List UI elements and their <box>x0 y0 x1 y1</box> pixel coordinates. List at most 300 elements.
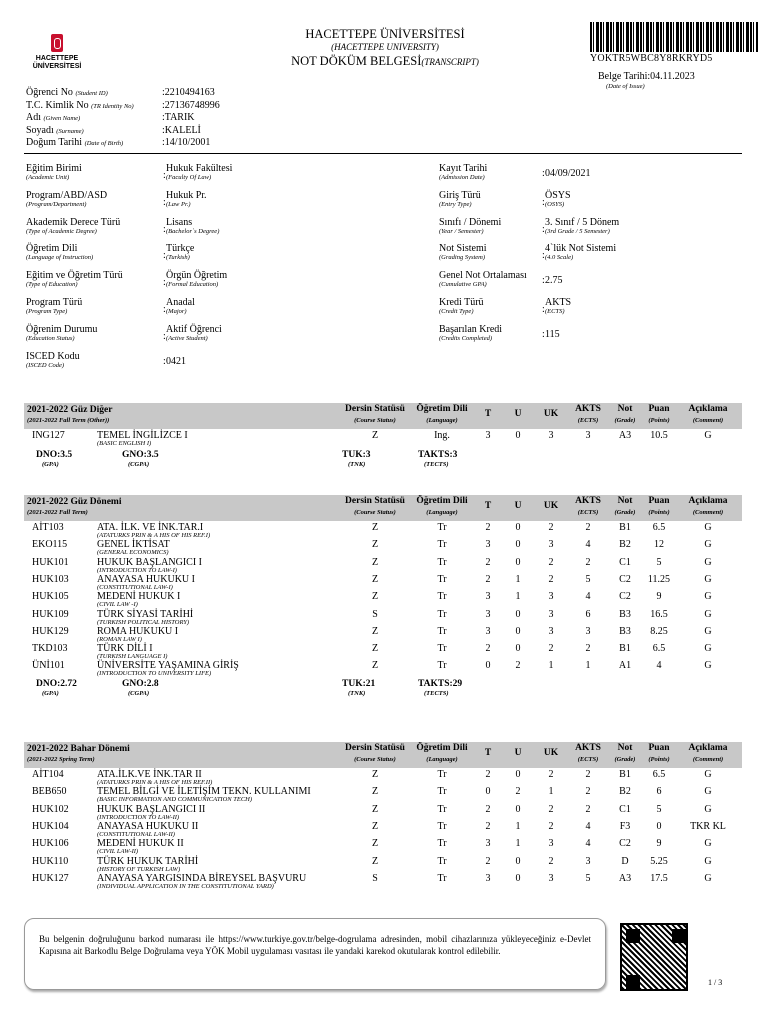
course-u: 0 <box>515 769 521 780</box>
course-code: AİT104 <box>32 769 64 780</box>
semester-total-gno <box>122 450 159 470</box>
course-puan: 5 <box>656 556 662 568</box>
total-value: GNO:3.5 <box>122 450 159 460</box>
info-label-en: (Grading System) <box>439 254 486 262</box>
course-code: HUK127 <box>32 872 69 884</box>
course-status: S <box>372 872 378 884</box>
semester-name: 2021-2022 Bahar Dönemi <box>27 744 130 754</box>
column-header-label-en: (Language) <box>426 756 458 763</box>
column-header-label: Puan <box>648 404 670 414</box>
course-acik: G <box>704 786 712 798</box>
course-t: 2 <box>485 769 491 780</box>
course-puan: 8.25 <box>650 625 668 637</box>
info-label: Genel Not Ortalaması <box>439 270 527 282</box>
column-header-label-en: (ECTS) <box>577 509 599 516</box>
column-header-label-en: (Comment) <box>692 417 724 424</box>
document-title-en: (TRANSCRIPT) <box>421 57 479 67</box>
course-not: C1 <box>619 803 631 815</box>
course-row <box>24 430 742 449</box>
course-status: Z <box>371 522 379 533</box>
course-acik: G <box>704 855 712 867</box>
course-row <box>24 626 742 645</box>
student-field-label-text: Öğrenci No <box>26 87 73 98</box>
info-label-en: (Program Type) <box>26 308 68 315</box>
course-name-en: (CIVIL LAW -I) <box>97 601 138 609</box>
info-label: Öğretim Dili <box>26 243 78 255</box>
info-value: 4`lük Not Sistemi <box>545 243 617 255</box>
course-acik: G <box>704 643 712 655</box>
column-header-lang <box>410 404 474 426</box>
column-header-uk <box>534 501 568 512</box>
info-colon: : <box>542 250 545 262</box>
info-value: AKTS <box>545 297 572 308</box>
course-akts: 1 <box>585 660 591 672</box>
info-label-en: (Type of Education) <box>26 281 78 289</box>
course-puan: 6.5 <box>652 522 666 533</box>
course-puan: 10.5 <box>650 430 668 441</box>
course-akts: 2 <box>585 556 591 568</box>
column-header-label: U <box>514 748 522 758</box>
column-header-label: Not <box>617 404 633 414</box>
course-lang: Tr <box>437 522 447 533</box>
course-uk: 3 <box>548 430 554 441</box>
course-name-en: (ROMAN LAW I) <box>97 635 142 643</box>
course-t: 2 <box>485 855 491 867</box>
column-header-puan <box>642 404 676 426</box>
course-uk: 2 <box>548 820 554 832</box>
info-label: Kayıt Tarihi <box>439 163 488 174</box>
course-not: B2 <box>619 539 631 551</box>
course-name-en: (GENERAL ECONOMICS) <box>97 549 169 557</box>
course-uk: 1 <box>548 660 554 672</box>
student-field-value: :2210494163 <box>162 87 215 98</box>
info-colon: : <box>542 168 545 179</box>
course-u: 2 <box>515 786 521 798</box>
info-value: 04/09/2021 <box>545 168 591 179</box>
info-label: ISCED Kodu <box>26 350 80 362</box>
info-label: Sınıfı / Dönemi <box>439 216 502 228</box>
logo-line-1: HACETTEPE <box>35 55 79 62</box>
course-row <box>24 609 742 628</box>
course-lang: Tr <box>437 803 447 815</box>
info-colon: : <box>163 170 166 181</box>
course-not: C2 <box>619 573 631 585</box>
info-value-en: (Faculty Of Law) <box>166 174 212 181</box>
info-colon: : <box>163 223 166 235</box>
column-header-puan <box>642 743 676 765</box>
total-value: TAKTS:29 <box>418 678 463 689</box>
verification-qr-code <box>620 923 688 991</box>
course-not: F3 <box>619 820 631 832</box>
course-name-en: (ATATURKS PRIN & A HIS OF HIS REF.II) <box>97 779 213 786</box>
info-colon: : <box>163 277 166 289</box>
course-t: 3 <box>485 539 491 551</box>
student-field-label-en: (TR Identity No) <box>91 102 134 110</box>
student-field-label-text: T.C. Kimlik No <box>26 99 89 111</box>
info-value-en: (Major) <box>166 308 187 315</box>
column-header-not <box>608 404 642 426</box>
verification-note: Bu belgenin doğruluğunu barkod numarası ile https://www.turkiye.gov.tr/belge-dogrulama adresinden, mobil cihazlarınıza yükleyeceğiniz e-Devlet Kapısına ait Barkodlu Belge Doğrulama veya YÖK Mobil uygulaması vasıtası ile yandaki karekod okutularak kontrol edilebilir. <box>24 918 606 990</box>
course-uk: 1 <box>548 786 554 798</box>
course-lang: Ing. <box>434 430 450 441</box>
info-label: Öğrenim Durumu <box>26 323 98 335</box>
column-header-acik <box>676 743 740 765</box>
course-lang: Tr <box>437 608 447 620</box>
column-header-u <box>504 409 532 420</box>
course-uk: 3 <box>548 539 554 551</box>
course-t: 3 <box>485 872 491 884</box>
course-status: Z <box>371 660 379 672</box>
document-title <box>200 54 570 69</box>
student-field-value: :TARIK <box>162 112 195 123</box>
course-name-en: (INTRODUCTION TO UNIVERSITY LIFE) <box>97 670 212 678</box>
course-akts: 2 <box>585 769 591 780</box>
info-label-en: (Language of Instruction) <box>26 254 94 262</box>
column-header-puan <box>642 496 676 518</box>
semester-name: 2021-2022 Güz Dönemi <box>27 497 122 507</box>
course-row <box>24 539 742 558</box>
student-field-value: :14/10/2001 <box>162 137 211 148</box>
course-not: B3 <box>619 625 631 637</box>
course-code: HUK106 <box>32 838 69 850</box>
column-header-label: Öğretim Dili <box>416 404 468 414</box>
course-name: HUKUK BAŞLANGICI II <box>97 803 206 815</box>
course-code: HUK129 <box>32 625 69 637</box>
column-header-label-en: (Language) <box>426 509 458 516</box>
info-colon: : <box>542 223 545 235</box>
course-not: B1 <box>619 769 631 780</box>
column-header-label-en: (Comment) <box>692 756 724 763</box>
course-t: 3 <box>485 430 491 441</box>
column-header-label: Öğretim Dili <box>416 743 468 753</box>
info-colon: : <box>163 250 166 262</box>
course-name: GENEL İKTİSAT <box>97 539 170 551</box>
student-field-label-en: (Surname) <box>56 127 84 135</box>
column-header-label: U <box>514 501 522 511</box>
column-header-label-en: (ECTS) <box>577 756 599 763</box>
course-akts: 3 <box>585 430 591 441</box>
column-header-label-en: (Course Status) <box>354 509 396 516</box>
student-field-label-en: (Given Name) <box>43 115 81 122</box>
course-not: B2 <box>619 786 631 798</box>
info-colon: : <box>163 196 166 208</box>
info-value: Aktif Öğrenci <box>166 323 222 335</box>
column-header-status <box>340 743 410 765</box>
student-field-label <box>26 112 80 124</box>
course-u: 0 <box>515 855 521 867</box>
course-acik: G <box>704 872 712 884</box>
column-header-label: Dersin Statüsü <box>345 743 405 753</box>
semester-header <box>24 742 742 768</box>
column-header-akts <box>568 496 608 518</box>
course-puan: 0 <box>656 820 662 832</box>
total-value: DNO:2.72 <box>36 678 77 689</box>
university-emblem-icon <box>51 34 63 52</box>
info-value-en: (Bachelor`s Degree) <box>166 227 220 235</box>
course-acik: G <box>704 556 712 568</box>
info-label-en: (Education Status) <box>26 334 75 342</box>
course-uk: 3 <box>548 625 554 637</box>
course-name-en: (INTRODUCTION TO LAW-I) <box>97 566 177 574</box>
issue-date-value: 04.11.2023 <box>650 71 695 82</box>
course-code: HUK102 <box>32 803 69 815</box>
course-uk: 2 <box>548 803 554 815</box>
course-status: Z <box>371 803 379 815</box>
course-name: HUKUK BAŞLANGICI I <box>97 556 202 568</box>
course-uk: 2 <box>548 855 554 867</box>
course-t: 0 <box>485 786 491 798</box>
university-name-en: (HACETTEPE UNIVERSITY) <box>331 42 439 52</box>
course-akts: 6 <box>585 608 591 620</box>
course-lang: Tr <box>437 786 447 798</box>
course-status: Z <box>371 556 379 568</box>
course-acik: G <box>704 591 712 603</box>
column-header-label-en: (Course Status) <box>354 756 396 763</box>
semester-total-takts <box>418 450 457 470</box>
info-value-en: (Formal Education) <box>166 281 219 289</box>
info-value-en: (3rd Grade / 5 Semester) <box>545 227 610 235</box>
course-name-en: (CONSTITUTIONAL LAW-II) <box>97 830 175 838</box>
course-u: 0 <box>515 625 521 637</box>
course-name: TEMEL BİLGİ VE İLETİŞİM TEKN. KULLANIMI <box>97 786 311 798</box>
course-row <box>24 838 742 857</box>
semester-name-en: (2021-2022 Fall Term) <box>27 509 88 516</box>
info-value: ÖSYS <box>545 189 571 201</box>
column-header-t <box>474 748 502 759</box>
column-header-label: Dersin Statüsü <box>345 496 405 506</box>
info-value: 3. Sınıf / 5 Dönem <box>545 216 620 228</box>
course-lang: Tr <box>437 769 447 780</box>
course-name: ÜNİVERSİTE YAŞAMINA GİRİŞ <box>97 660 239 672</box>
course-puan: 6.5 <box>652 643 666 655</box>
info-value-en: (ECTS) <box>545 308 565 315</box>
course-uk: 2 <box>548 573 554 585</box>
info-label-en: (Entry Type) <box>439 200 472 208</box>
column-header-label: UK <box>543 409 559 419</box>
column-header-t <box>474 501 502 512</box>
column-header-label: Açıklama <box>688 743 728 753</box>
column-header-label: AKTS <box>575 404 601 414</box>
info-label: Eğitim Birimi <box>26 163 82 174</box>
course-acik: G <box>704 608 712 620</box>
column-header-lang <box>410 496 474 518</box>
course-status: S <box>372 608 378 620</box>
info-label-en: (Credit Type) <box>439 308 474 315</box>
info-label-en: (ISCED Code) <box>26 361 65 369</box>
column-header-label: Not <box>617 496 633 506</box>
info-value-en: (Turkish) <box>166 254 190 262</box>
semester-total-tuk <box>342 679 375 699</box>
course-code: EKO115 <box>32 539 68 551</box>
course-acik: G <box>704 573 712 585</box>
course-lang: Tr <box>437 660 447 672</box>
student-field-label <box>26 125 84 137</box>
info-label-en: (Academic Unit) <box>26 174 70 181</box>
course-t: 3 <box>485 838 491 850</box>
course-not: C1 <box>619 556 631 568</box>
column-header-label: AKTS <box>575 496 601 506</box>
course-name-en: (CONSTITUTIONAL LAW-I) <box>97 583 173 591</box>
issue-date-en: (Date of Issue) <box>606 83 645 90</box>
course-name: TÜRK HUKUK TARİHİ <box>97 855 199 867</box>
info-colon: : <box>542 304 545 315</box>
column-header-label: Dersin Statüsü <box>345 404 405 414</box>
course-t: 0 <box>485 660 491 672</box>
course-acik: G <box>704 838 712 850</box>
course-t: 2 <box>485 803 491 815</box>
course-code: HUK101 <box>32 556 69 568</box>
semester-header <box>24 495 742 521</box>
total-value: TUK:21 <box>342 678 376 689</box>
info-colon: : <box>542 275 545 287</box>
course-row <box>24 591 742 610</box>
course-name-en: (ATATURKS PRIN & A HIS OF HIS REF.I) <box>97 532 211 539</box>
info-label: Akademik Derece Türü <box>26 216 121 228</box>
info-value-en: (4.0 Scale) <box>545 254 574 262</box>
total-label-en: (TECTS) <box>424 461 449 468</box>
course-not: A3 <box>618 872 632 884</box>
course-lang: Tr <box>437 643 447 655</box>
total-label-en: (GPA) <box>42 461 59 468</box>
column-header-acik <box>676 404 740 426</box>
info-label-en: (Cumulative GPA) <box>439 281 487 289</box>
course-name: ANAYASA HUKUKU I <box>97 573 195 585</box>
course-t: 3 <box>485 608 491 620</box>
column-header-label-en: (Points) <box>648 509 670 516</box>
column-header-label-en: (Points) <box>648 417 670 424</box>
info-value: Hukuk Fakültesi <box>166 163 233 174</box>
course-name: ATA. İLK. VE İNK.TAR.I <box>97 522 204 533</box>
course-status: Z <box>371 786 379 798</box>
semester-total-dno <box>36 450 72 470</box>
course-code: HUK109 <box>32 608 69 620</box>
column-header-label: Not <box>617 743 633 753</box>
course-not: B1 <box>619 643 631 655</box>
course-lang: Tr <box>437 625 447 637</box>
course-status: Z <box>371 820 379 832</box>
column-header-u <box>504 501 532 512</box>
info-label-en: (Admission Date) <box>439 174 485 181</box>
course-lang: Tr <box>437 820 447 832</box>
course-status: Z <box>371 430 379 441</box>
course-row <box>24 660 742 679</box>
info-value: Hukuk Pr. <box>166 189 207 201</box>
student-field-label-text: Soyadı <box>26 124 54 136</box>
course-akts: 5 <box>585 872 591 884</box>
course-uk: 3 <box>548 838 554 850</box>
column-header-label: Öğretim Dili <box>416 496 468 506</box>
course-u: 0 <box>515 803 521 815</box>
total-label-en: (GPA) <box>42 689 59 697</box>
info-value: 0421 <box>166 355 186 367</box>
course-u: 0 <box>515 608 521 620</box>
info-value-en: (OSYS) <box>545 200 565 208</box>
total-label-en: (TECTS) <box>424 689 449 697</box>
column-header-not <box>608 496 642 518</box>
header-divider <box>24 153 742 154</box>
course-puan: 9 <box>656 838 662 850</box>
course-not: D <box>621 855 629 867</box>
column-header-label: UK <box>543 748 559 758</box>
course-akts: 2 <box>585 803 591 815</box>
course-name-en: (TURKISH POLITICAL HISTORY) <box>97 618 190 626</box>
info-colon: : <box>542 196 545 208</box>
info-value: Türkçe <box>166 243 195 255</box>
column-header-label: Puan <box>648 743 670 753</box>
course-row <box>24 786 742 805</box>
course-puan: 6.5 <box>652 769 666 780</box>
course-acik: G <box>704 539 712 551</box>
course-akts: 3 <box>585 625 591 637</box>
course-name: MEDENİ HUKUK I <box>97 591 181 603</box>
course-t: 2 <box>485 820 491 832</box>
course-row <box>24 804 742 823</box>
info-value: Anadal <box>166 297 195 308</box>
course-name-en: (TURKISH LANGUAGE I) <box>97 653 168 661</box>
course-puan: 5 <box>656 803 662 815</box>
course-uk: 3 <box>548 591 554 603</box>
course-status: Z <box>371 573 379 585</box>
course-name: TÜRK DİLİ I <box>97 643 153 655</box>
course-name-en: (INDIVIDUAL APPLICATION IN THE CONSTITUTIONAL YARD) <box>97 882 274 890</box>
column-header-label: Açıklama <box>688 496 728 506</box>
course-name-en: (HISTORY OF TURKISH LAW) <box>97 865 181 873</box>
course-code: BEB650 <box>32 786 67 798</box>
course-code: HUK110 <box>32 855 69 867</box>
course-akts: 5 <box>585 573 591 585</box>
course-status: Z <box>371 643 379 655</box>
course-u: 1 <box>515 591 521 603</box>
column-header-label: T <box>484 748 492 758</box>
info-colon: : <box>542 328 545 340</box>
course-status: Z <box>371 769 379 780</box>
course-puan: 16.5 <box>650 608 668 620</box>
course-u: 0 <box>515 556 521 568</box>
page-number: 1 / 3 <box>708 978 723 987</box>
course-status: Z <box>371 539 379 551</box>
total-label-en: (TNK) <box>348 689 366 697</box>
course-lang: Tr <box>437 591 447 603</box>
course-u: 0 <box>515 643 521 655</box>
logo-line-2: ÜNİVERSİTESİ <box>32 63 82 70</box>
course-not: C2 <box>619 838 631 850</box>
course-name: ATA.İLK.VE İNK.TAR II <box>97 769 202 780</box>
course-row <box>24 873 742 892</box>
course-puan: 17.5 <box>650 872 668 884</box>
course-code: ÜNİ101 <box>32 660 65 672</box>
course-u: 0 <box>515 430 521 441</box>
column-header-u <box>504 748 532 759</box>
column-header-uk <box>534 748 568 759</box>
course-u: 1 <box>515 573 521 585</box>
semester-name-en: (2021-2022 Spring Term) <box>27 756 95 763</box>
column-header-label: UK <box>543 501 559 511</box>
total-value: TUK:3 <box>342 450 371 460</box>
course-lang: Tr <box>437 556 447 568</box>
info-label-en: (Type of Academic Degree) <box>26 227 97 235</box>
course-name: ANAYASA YARGISINDA BİREYSEL BAŞVURU <box>97 872 307 884</box>
course-puan: 5.25 <box>650 855 668 867</box>
course-lang: Tr <box>437 573 447 585</box>
student-field-label-text: Adı <box>26 112 41 123</box>
column-header-uk <box>534 409 568 420</box>
semester-total-tuk <box>342 450 371 470</box>
total-label-en: (CGPA) <box>128 689 150 697</box>
course-name: MEDENİ HUKUK II <box>97 838 184 850</box>
info-colon: : <box>163 330 166 342</box>
column-header-label: AKTS <box>575 743 601 753</box>
column-header-label: Puan <box>648 496 670 506</box>
